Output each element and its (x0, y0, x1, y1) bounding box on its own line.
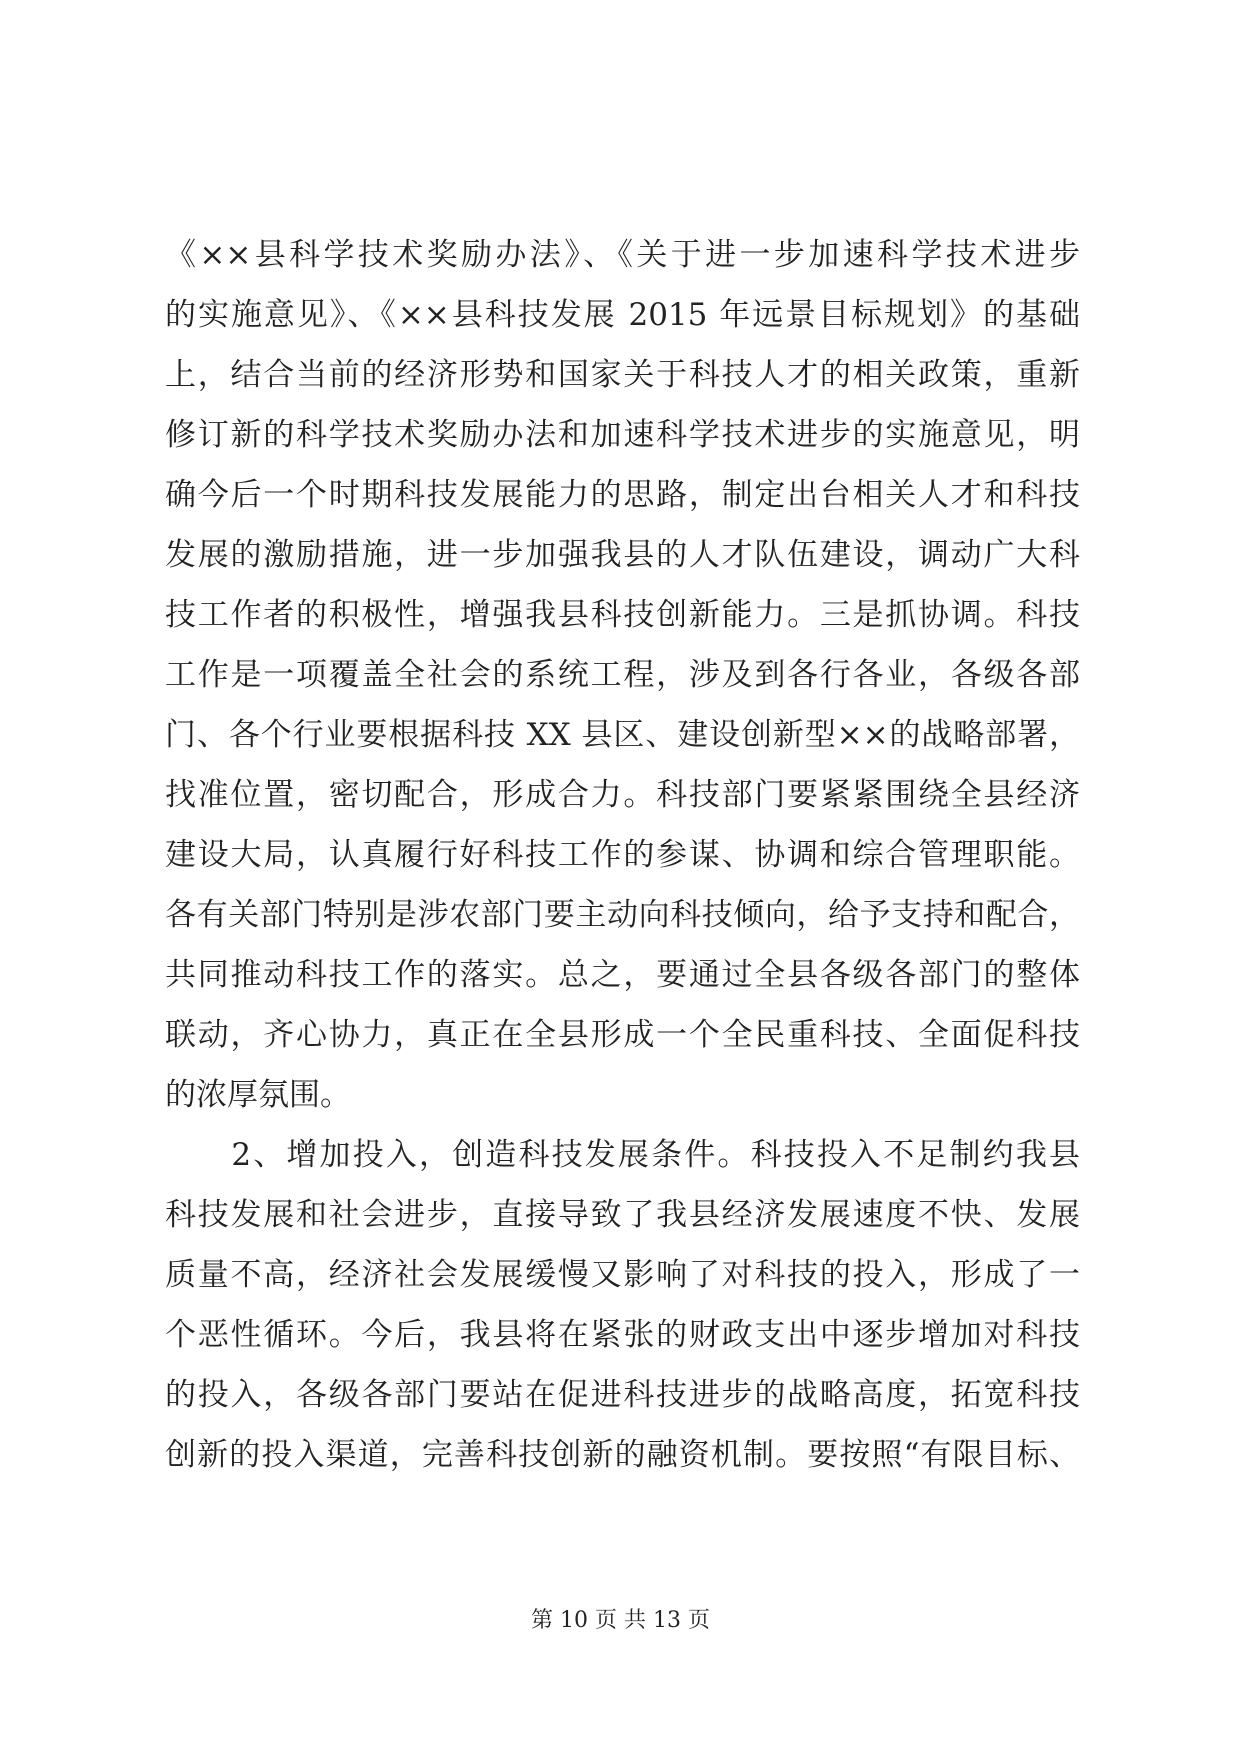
text-line: 技工作者的积极性，增强我县科技创新能力。三是抓协调。科技 (165, 597, 1080, 633)
text-line: 找准位置，密切配合，形成合力。科技部门要紧紧围绕全县经济 (165, 777, 1080, 813)
text-line: 的浓厚氛围。 (165, 1077, 351, 1113)
text-line: 确今后一个时期科技发展能力的思路，制定出台相关人才和科技 (165, 477, 1080, 513)
text-line: 联动，齐心协力，真正在全县形成一个全民重科技、全面促科技 (165, 1017, 1080, 1053)
text-line: 各有关部门特别是涉农部门要主动向科技倾向，给予支持和配合， (165, 897, 1080, 933)
page-footer (0, 1606, 1241, 1636)
text-line: 共同推动科技工作的落实。总之，要通过全县各级各部门的整体 (165, 957, 1080, 993)
text-line: 建设大局，认真履行好科技工作的参谋、协调和综合管理职能。 (165, 837, 1080, 873)
text-line: 创新的投入渠道，完善科技创新的融资机制。要按照“有限目标、 (165, 1437, 1080, 1473)
body-text (165, 225, 1080, 1485)
text-line: 的实施意见》、《××县科技发展 2015 年远景目标规划》的基础 (165, 297, 1080, 333)
page-number: 第 10 页 共 13 页 (531, 1608, 710, 1633)
text-line: 门、各个行业要根据科技 XX 县区、建设创新型××的战略部署， (165, 717, 1080, 753)
text-line: 上，结合当前的经济形势和国家关于科技人才的相关政策，重新 (165, 357, 1080, 393)
text-line: 发展的激励措施，进一步加强我县的人才队伍建设，调动广大科 (165, 537, 1080, 573)
text-line: 科技发展和社会进步，直接导致了我县经济发展速度不快、发展 (165, 1197, 1080, 1233)
text-line: 修订新的科学技术奖励办法和加速科学技术进步的实施意见，明 (165, 417, 1080, 453)
text-line: 质量不高，经济社会发展缓慢又影响了对科技的投入，形成了一 (165, 1257, 1080, 1293)
text-line: 的投入，各级各部门要站在促进科技进步的战略高度，拓宽科技 (165, 1377, 1080, 1413)
text-line: 2、增加投入，创造科技发展条件。科技投入不足制约我县 (165, 1137, 1080, 1173)
text-line: 《××县科学技术奖励办法》、《关于进一步加速科学技术进步 (165, 237, 1080, 273)
text-line: 工作是一项覆盖全社会的系统工程，涉及到各行各业，各级各部 (165, 657, 1080, 693)
text-line: 个恶性循环。今后，我县将在紧张的财政支出中逐步增加对科技 (165, 1317, 1080, 1353)
